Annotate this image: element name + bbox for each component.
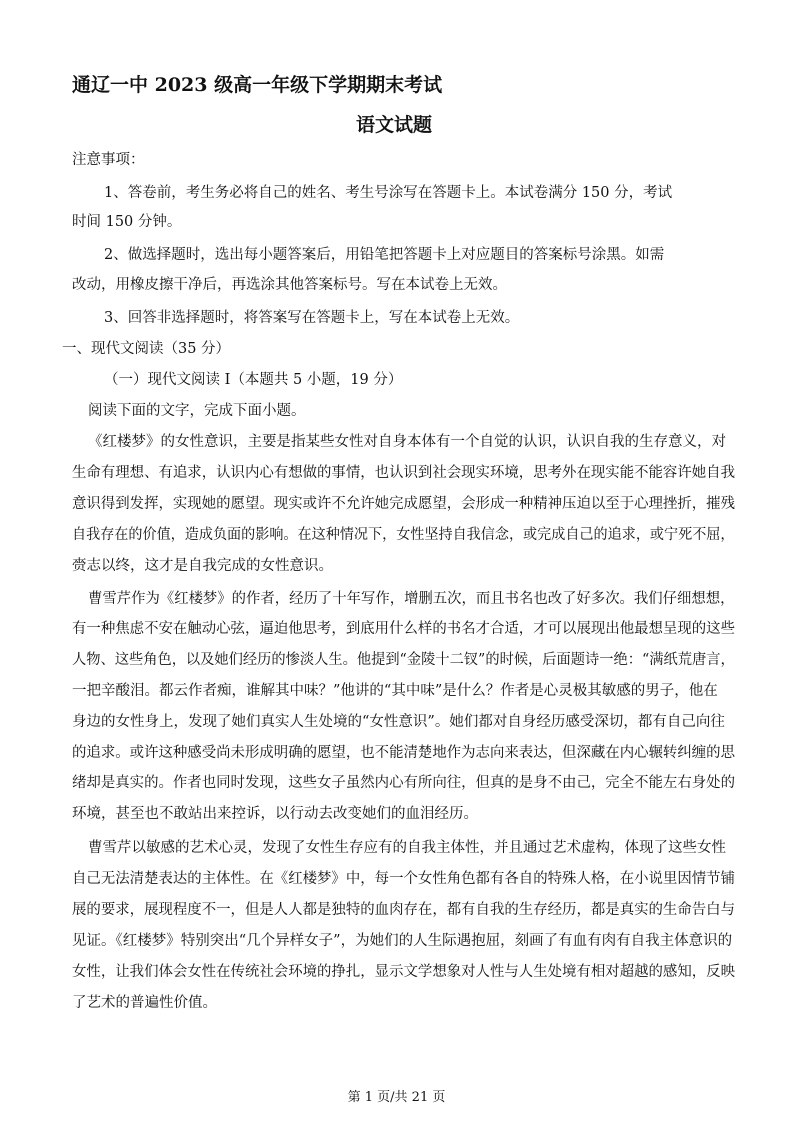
passage-p1-line-2: 生命有理想、有追求，认识内心有想做的事情，也认识到社会现实环境，思考外在现实能不能容许她自我 [72,465,735,481]
passage-p2-line-3: 人物、这些角色，以及她们经历的惨淡人生。他提到“金陵十二钗”的时候，后面题诗一绝：“满纸荒唐言， [72,652,735,668]
passage-p1-line-1: 《红楼梦》的女性意识，主要是指某些女性对自身本体有一个自觉的认识，认识自我的生存意义，对 [88,434,726,450]
section-sub-heading: （一）现代文阅读 I（本题共 5 小题，19 分） [104,372,403,388]
page-number: 第 1 页/共 21 页 [347,1090,446,1105]
passage-p3-line-3: 展的要求，展现程度不一，但是人人都是独特的血肉存在，都有自我的生存经历，都是真实的生命告白与 [72,902,735,918]
passage-p3-line-2: 自己无法清楚表达的主体性。在《红楼梦》中，每一个女性角色都有各自的特殊人格，在小说里因情节铺 [72,871,735,887]
passage-p2-line-6: 的追求。或许这种感受尚未形成明确的愿望，也不能清楚地作为志向来表达，但深藏在内心辗转纠缠的思 [72,745,735,761]
passage-p1-line-4: 自我存在的价值，造成负面的影响。在这种情况下，女性坚持自我信念，或完成自己的追求，或宁死不屈， [72,527,735,543]
exam-title: 通辽一中 2023 级高一年级下学期期末考试 [72,74,443,96]
passage-p2-line-4: 一把辛酸泪。都云作者痴，谁解其中味？”他讲的“其中味”是什么？作者是心灵极其敏感的男子，他在 [72,683,718,699]
notice-item-2-line-1: 2、做选择题时，选出每小题答案后，用铅笔把答题卡上对应题目的答案标号涂黑。如需 [104,247,665,263]
passage-p2-line-8: 环境，甚至也不敢站出来控诉，以行动去改变她们的血泪经历。 [72,806,478,822]
passage-p3-line-5: 女性，让我们体会女性在传统社会环境的挣扎，显示文学想象对人性与人生处境有相对超越的感知，反映 [72,964,735,980]
notice-item-1-line-2: 时间 150 分钟。 [72,214,182,230]
notice-heading: 注意事项： [72,152,145,168]
notice-item-1-line-1: 1、答卷前，考生务必将自己的姓名、考生号涂写在答题卡上。本试卷满分 150 分，考试 [104,185,673,201]
passage-p3-line-6: 了艺术的普遍性价值。 [72,995,217,1011]
passage-p2-line-2: 有一种焦虑不安在触动心弦，逼迫他思考，到底用什么样的书名才合适，才可以展现出他最想呈现的这些 [72,621,735,637]
notice-item-3-line-1: 3、回答非选择题时，将答案写在答题卡上，写在本试卷上无效。 [104,310,520,326]
passage-p1-line-3: 意识得到发挥，实现她的愿望。现实或许不允许她完成愿望，会形成一种精神压迫以至于心理挫折，摧残 [72,496,735,512]
passage-p2-line-5: 身边的女性身上，发现了她们真实人生处境的“女性意识”。她们都对自身经历感受深切，都有自己向往 [72,714,725,730]
passage-p1-line-5: 赍志以终，这才是自我完成的女性意识。 [72,558,333,574]
exam-subtitle: 语文试题 [356,114,433,136]
passage-p2-line-1: 曹雪芹作为《红楼梦》的作者，经历了十年写作，增删五次，而且书名也改了好多次。我们仔细想想， [88,591,735,607]
passage-p2-line-7: 绪却是真实的。作者也同时发现，这些女子虽然内心有所向往，但真的是身不由己，完全不能左右身处的 [72,775,735,791]
passage-p3-line-4: 见证。《红楼梦》特别突出“几个异样女子”，为她们的人生际遇抱屈，刻画了有血有肉有自我主体意识的 [72,933,733,949]
reading-instruction: 阅读下面的文字，完成下面小题。 [88,403,306,419]
notice-item-2-line-2: 改动，用橡皮擦干净后，再选涂其他答案标号。写在本试卷上无效。 [72,277,507,293]
passage-p3-line-1: 曹雪芹以敏感的艺术心灵，发现了女性生存应有的自我主体性，并且通过艺术虚构，体现了这些女性 [88,840,726,856]
section-heading: 一、现代文阅读（35 分） [62,341,231,357]
